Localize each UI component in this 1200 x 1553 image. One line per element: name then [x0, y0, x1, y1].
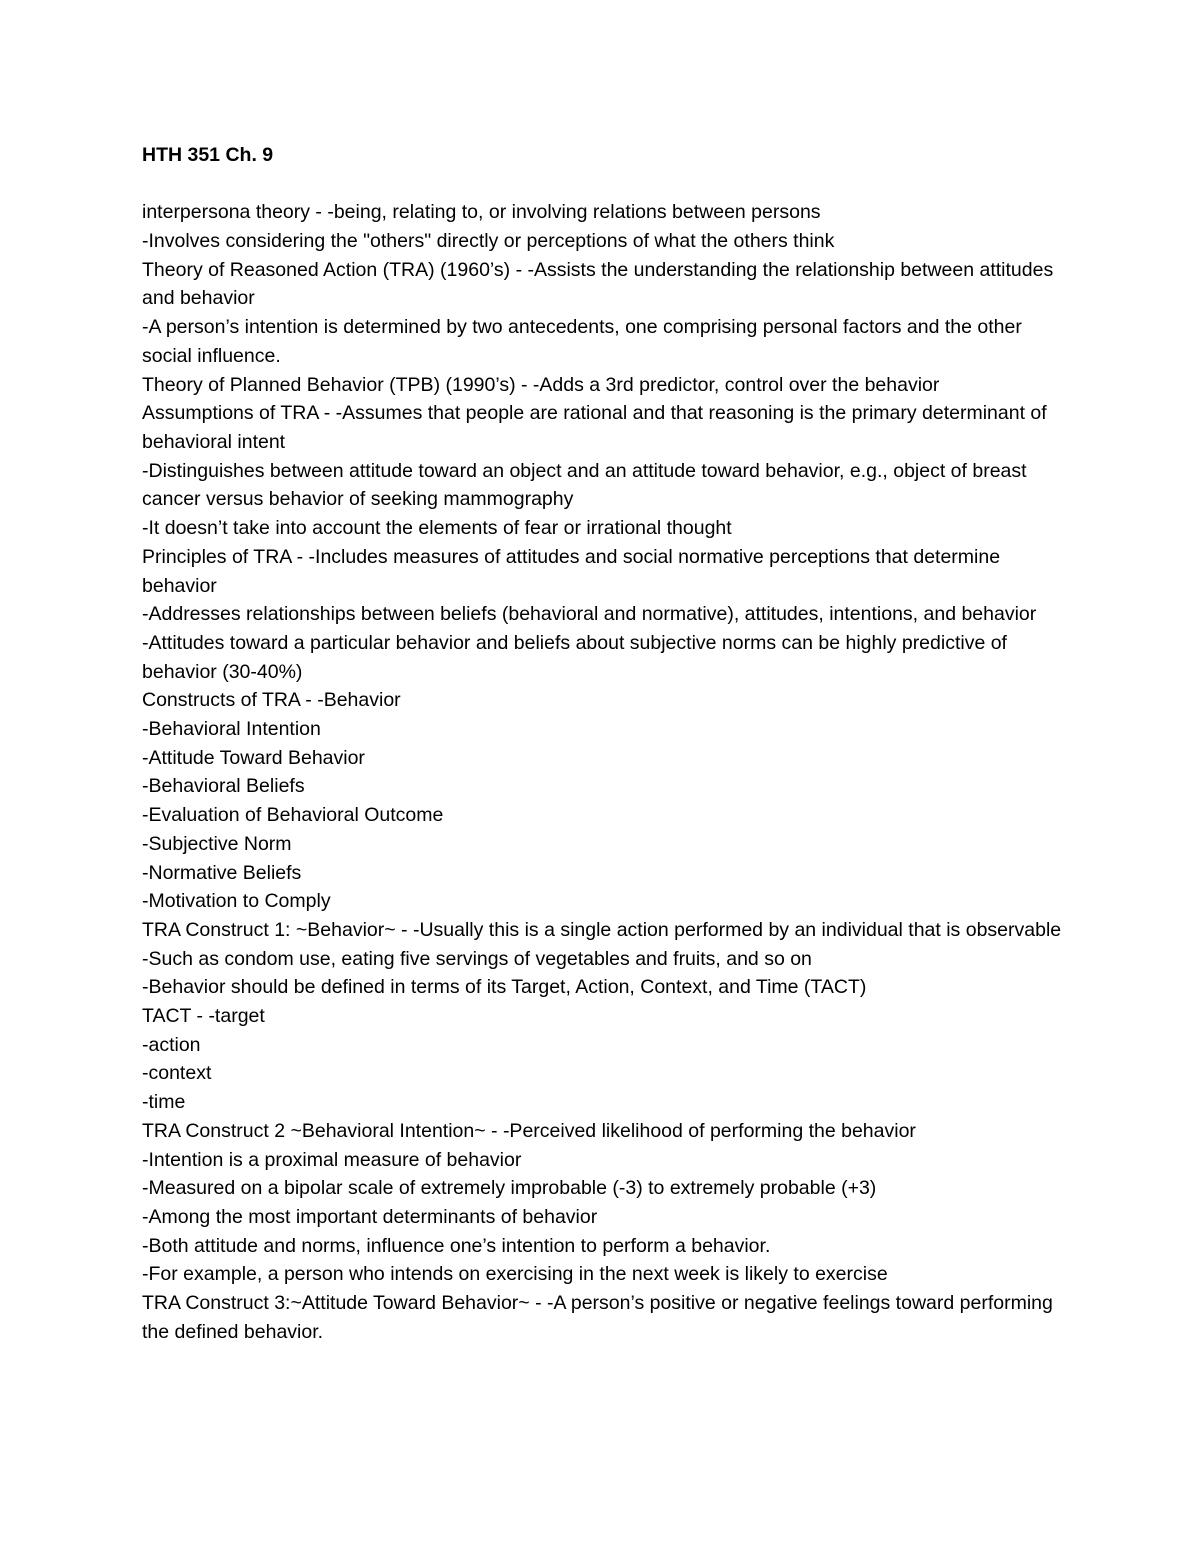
- text-line: -Normative Beliefs: [142, 861, 302, 884]
- text-line: -action: [142, 1033, 201, 1056]
- text-line: -Behavior should be defined in terms of its Target, Action, Context, and Time (TACT): [142, 976, 867, 999]
- text-line: -Among the most important determinants of behavior: [142, 1205, 598, 1228]
- text-line: -For example, a person who intends on exercising in the next week is likely to exercise: [142, 1263, 888, 1286]
- text-line: -Both attitude and norms, influence one’s intention to perform a behavior.: [142, 1234, 771, 1257]
- text-line: -Such as condom use, eating five servings of vegetables and fruits, and so on: [142, 947, 812, 970]
- text-line: -It doesn’t take into account the elements of fear or irrational thought: [142, 517, 732, 540]
- text-line: Theory of Reasoned Action (TRA) (1960’s) - -Assists the understanding the relationship between attitudes and behavior: [142, 258, 1054, 310]
- text-line: -context: [142, 1062, 212, 1085]
- text-line: Assumptions of TRA - -Assumes that people are rational and that reasoning is the primary determinant of behavioral intent: [142, 402, 1047, 453]
- text-line: TACT - -target: [142, 1005, 265, 1028]
- text-line: -Involves considering the "others" directly or perceptions of what the others think: [142, 230, 835, 253]
- text-line: -Distinguishes between attitude toward an object and an attitude toward behavior, e.g., object of breast cancer versus behavior of seeking mammography: [142, 459, 1027, 511]
- text-line: -time: [142, 1091, 186, 1114]
- text-line: -Behavioral Intention: [142, 718, 321, 741]
- text-line: Principles of TRA - -Includes measures of attitudes and social normative perceptions that determine behavior: [142, 545, 1001, 597]
- text-line: -A person’s intention is determined by two antecedents, one comprising personal factors and the other social influence.: [142, 316, 1022, 367]
- text-line: interpersona theory - -being, relating to, or involving relations between persons: [142, 201, 821, 224]
- text-line: -Addresses relationships between beliefs (behavioral and normative), attitudes, intentions, and behavior: [142, 603, 1037, 626]
- text-line: -Behavioral Beliefs: [142, 775, 305, 798]
- text-line: -Motivation to Comply: [142, 890, 331, 913]
- blank-line: [142, 170, 1062, 199]
- text-line: -Attitude Toward Behavior: [142, 746, 365, 769]
- text-line: TRA Construct 3:~Attitude Toward Behavior~ - -A person’s positive or negative feelings toward performing the defined behavior.: [142, 1292, 1053, 1343]
- text-line: Theory of Planned Behavior (TPB) (1990’s) - -Adds a 3rd predictor, control over the behavior: [142, 373, 940, 396]
- text-line: -Measured on a bipolar scale of extremely improbable (-3) to extremely probable (+3): [142, 1177, 877, 1200]
- text-line: -Subjective Norm: [142, 832, 292, 855]
- text-line: -Attitudes toward a particular behavior and beliefs about subjective norms can be highly predictive of behavior (30-40%): [142, 631, 1007, 683]
- text-line: TRA Construct 2 ~Behavioral Intention~ - -Perceived likelihood of performing the behavior: [142, 1119, 916, 1142]
- text-line: -Evaluation of Behavioral Outcome: [142, 804, 444, 827]
- text-line: TRA Construct 1: ~Behavior~ - -Usually this is a single action performed by an individual that is observable: [142, 918, 1062, 941]
- document-page: [142, 141, 1062, 1347]
- text-line: Constructs of TRA - -Behavior: [142, 689, 401, 712]
- document-title: HTH 351 Ch. 9: [142, 144, 274, 166]
- text-line: -Intention is a proximal measure of behavior: [142, 1148, 522, 1171]
